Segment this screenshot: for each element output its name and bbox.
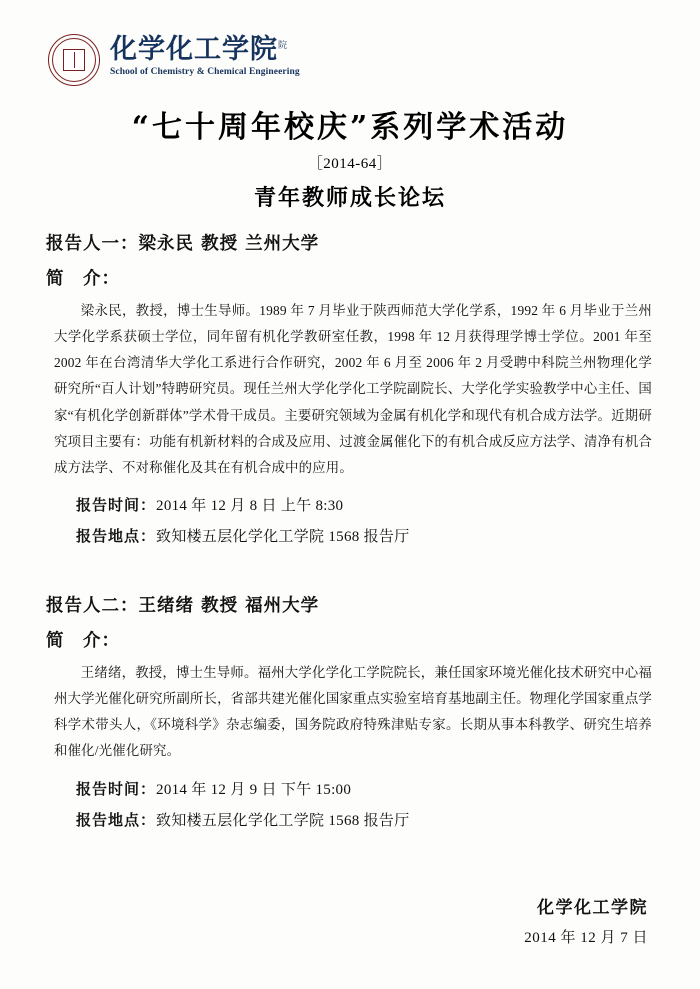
- document-footer: [524, 893, 648, 947]
- letterhead-org-sup: 院: [278, 41, 288, 51]
- document-number: ［2014-64］: [307, 156, 393, 172]
- speaker-heading-2: 报告人二：王绪绪 教授 福州大学: [46, 595, 320, 616]
- seal-inner-mark: [63, 49, 85, 71]
- talk-time-1: [76, 491, 654, 521]
- talk-time-value-1: 2014 年 12 月 8 日 上午 8:30: [156, 497, 344, 514]
- talk-place-1: [76, 522, 654, 552]
- school-seal-icon: [48, 34, 100, 86]
- talk-time-label-1: 报告时间：: [76, 495, 157, 514]
- bio-text-1: 梁永民，教授，博士生导师。1989 年 7 月毕业于陕西师范大学化学系，1992 年 6 月毕业于兰州大学化学系获硕士学位，同年留有机化学教研室任教，1998 年 12 月获得理学博士学位。2001 年至 2002 年在台湾清华大学化工系进行合作研究，2002 年 6 月至 2006 年 2 月受聘中科院兰州物理化学研究所“百人计划”特聘研究员。现任兰州大学化学化工学院副院长、大学化学实验教学中心主任、国家“有机化学创新群体”学术骨干成员。主要研究领域为金属有机化学和现代有机合成方法学。近期研究项目主要有：功能有机新材料的合成及应用、过渡金属催化下的有机合成反应方法学、清净有机合成方法学、不对称催化及其在有机合成中的应用。: [54, 303, 652, 475]
- bio-label-1: 简 介：: [46, 269, 120, 289]
- talk-time-2: [76, 775, 654, 805]
- footer-date: 2014 年 12 月 7 日: [524, 930, 648, 946]
- section-divider: [46, 558, 654, 584]
- footer-organization: 化学化工学院: [537, 898, 648, 918]
- talk-place-value-1: 致知楼五层化学化工学院 1568 报告厅: [156, 529, 410, 546]
- talk-place-label-2: 报告地点：: [76, 811, 157, 830]
- speaker-section-1: [46, 230, 654, 552]
- talk-place-2: [76, 806, 654, 836]
- letterhead-org-en: School of Chemistry & Chemical Engineering: [110, 67, 300, 78]
- talk-time-value-2: 2014 年 12 月 9 日 下午 15:00: [156, 781, 352, 798]
- talk-place-value-2: 致知楼五层化学化工学院 1568 报告厅: [156, 813, 410, 830]
- letterhead: [46, 34, 654, 86]
- speaker-section-2: [46, 592, 654, 836]
- page-title: “七十周年校庆”系列学术活动: [131, 110, 569, 145]
- page-subtitle: 青年教师成长论坛: [253, 185, 446, 211]
- speaker-heading-1: 报告人一：梁永民 教授 兰州大学: [46, 234, 320, 254]
- bio-text-2: 王绪绪，教授，博士生导师。福州大学化学化工学院院长，兼任国家环境光催化技术研究中心福州大学光催化研究所副所长，省部共建光催化国家重点实验室培育基地副主任。物理化学国家重点学科学术带头人，《环境科学》杂志编委，国务院政府特殊津贴专家。长期从事本科教学、研究生培养和催化/光催化研究。: [54, 664, 652, 759]
- talk-time-label-2: 报告时间：: [76, 779, 157, 798]
- letterhead-org-cn: 化学化工学院$^院$: [110, 34, 288, 65]
- letterhead-text: [110, 34, 300, 77]
- bio-label-2: 简 介：: [46, 630, 120, 651]
- talk-place-label-1: 报告地点：: [76, 527, 157, 546]
